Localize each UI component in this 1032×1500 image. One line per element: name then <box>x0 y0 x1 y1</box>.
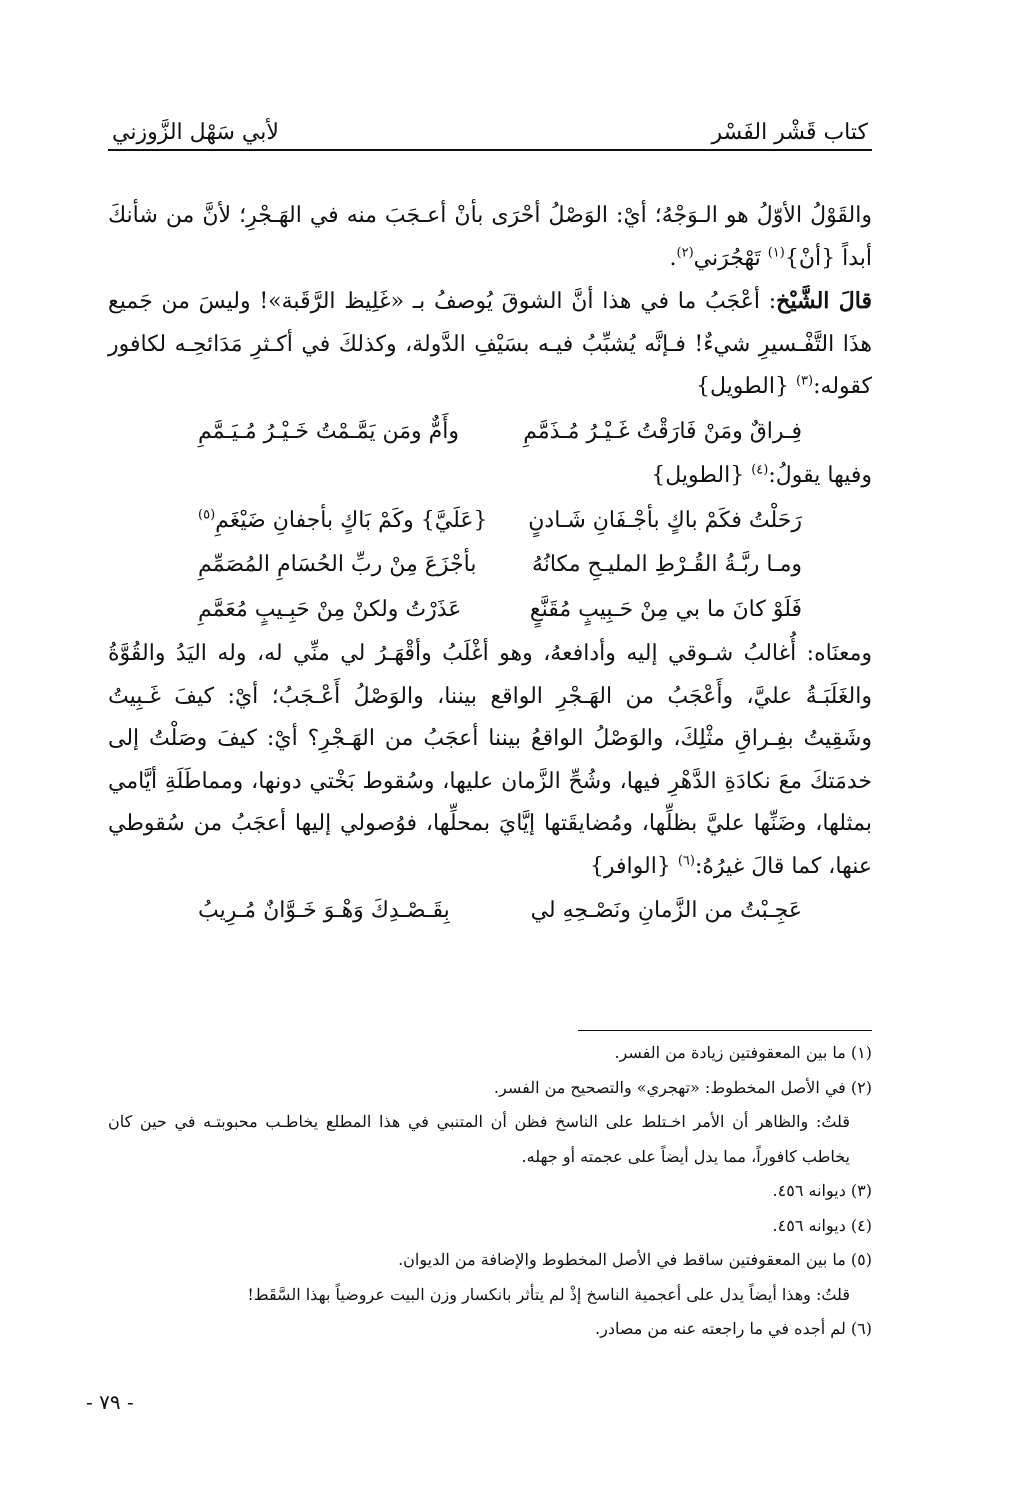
footnote-ref-5: (٥) <box>198 507 216 523</box>
verse-hemistich: فِـراقٌ ومَنْ فَارَقْتُ غَـيْـرُ مُـذَمَّمِ <box>523 418 802 444</box>
running-head <box>112 108 868 148</box>
verse-hemistich: عَذَرْتُ ولكنْ مِنْ حَبِـيبٍ مُعَمَّمِ <box>198 596 462 622</box>
meter-label: {الطويل} <box>651 463 752 488</box>
meter-label: {الوافر} <box>589 853 678 879</box>
footnote-2-note: قلتُ: والظاهر أن الأمر اخـتلط على الناسخ فظن أن المتنبي في هذا المطلع يخاطـب محبوبتـه في حين كان يخاطب كافوراً، مما يدل أيضاً على عجمته أو جهله. <box>108 1112 850 1166</box>
footnote-ref-4: (٤) <box>751 462 769 478</box>
footnote-1: (١) ما بين المعقوفتين زيادة من الفسر. <box>614 1043 872 1062</box>
main-text <box>108 195 872 935</box>
meter-label: {الطويل} <box>695 374 796 399</box>
footnote-3: (٣) ديوانه ٤٥٦. <box>772 1181 872 1200</box>
footnote-ref-6: (٦) <box>677 853 695 869</box>
footnotes <box>108 1036 872 1347</box>
verse-line-3 <box>108 544 872 587</box>
paragraph-4: ومعنَاه: أُغالبُ شـوقي إليه وأدافعهُ، وهو أغْلَبُ وأقْهَـرُ لي منِّي له، وله اليَدُ والقُوَّةُ والغَلَبَـةُ عليَّ، وأَعْجَبُ من الهَـجْرِ الواقع بيننا، والوَصْلُ أَعْـجَبُ؛ أيْ: كيفَ غَـبِيتُ وشَقِيتُ بفِـراقِ مثْلِكَ، والوَصْلُ الواقعُ بيننا أعجَبُ من الهَـجْرِ؟ أيْ: كيفَ وصَلْتُ إلى خدمَتكَ معَ نكادَةِ الدَّهْرِ فيها، وشُحِّ الزَّمان عليها، وسُقوط بَخْتي دونها، ومماطَلَةِ أيَّامي بمثلها، وضَنِّها عليَّ بظلِّها، ومُضايقَتها إيَّايَ بمحلِّها، فوُصولي إليها أعجَبُ من سُقوطي عنها، كما قالَ غيرُهُ:$^{(٦)}$ {الوافر} <box>108 641 872 879</box>
verse-line-4 <box>108 589 872 632</box>
verse-hemistich: فَلَوْ كانَ ما بي مِنْ حَـبِيبٍ مُقَنَّعٍ <box>529 596 802 622</box>
verse-hemistich: وأَمٌّ ومَن يَمَّـمْتُ خَـيْـرُ مُـيَـمَّمِ <box>198 418 460 444</box>
verse-hemistich: ومـا ربَّـةُ القُـرْطِ المليـحِ مكانُهُ <box>531 552 802 577</box>
verse-line-1 <box>108 411 872 454</box>
header-rule <box>108 149 872 151</box>
footnote-rule <box>578 1030 872 1031</box>
footnote-ref-1: (١) <box>767 245 785 261</box>
page-number: - ٧٩ - <box>86 1390 134 1414</box>
verse-line-5 <box>108 890 872 933</box>
footnote-ref-3: (٣) <box>795 373 814 389</box>
footnote-ref-2: (٢) <box>676 245 694 261</box>
verse-hemistich: {عَلَيَّ} وكَمْ بَاكٍ بأجفانِ ضَيْغَمِ$^{(٥)}$ <box>198 507 488 533</box>
footnote-2: (٢) في الأصل المخطوط: «تهجري» والتصحيح من الفسر. <box>493 1077 872 1097</box>
verse-hemistich: بأجْزَعَ مِنْ ربِّ الحُسَامِ المُصَمِّمِ <box>198 552 477 577</box>
footnote-6: (٦) لم أجده في ما راجعته عنه من مصادر. <box>595 1319 872 1338</box>
footnote-5-note: قلتُ: وهذا أيضاً يدل على أعجمية الناسخ إذْ لم يتأثر بانكسار وزن البيت عروضياً بهذا السَّقَط! <box>247 1284 850 1304</box>
paragraph-2: قالَ الشَّيْخ: أعْجَبُ ما في هذا أنَّ الشوقَ يُوصفُ بـ «غَلِيظ الرَّقَبة»! وليسَ من جَميع هذَا التَّفْـسيرِ شيءٌ! فـإنَّه يُشبِّبُ فيـه بسَيْفِ الدَّولة، وكذلكَ في أكـثرِ مَدَائحِـه لكافور كقوله:$^{(٣)}$ {الطويل} <box>108 288 872 399</box>
verse-hemistich: رَحَلْتُ فكَمْ باكٍ بأجْـفَانِ شَـادنٍ <box>528 507 802 533</box>
paragraph-1: والقَوْلُ الأوّلُ هو الـوَجْهُ؛ أيْ: الوَصْلُ أحْرَى بأنْ أعـجَبَ منه في الهَـجْرِ؛ لأنَّ من شأنكَ أبداً {أنْ}$^{(١)}$ تَهْجُرَني$^{(٢)}$. <box>108 203 872 271</box>
paragraph-3: وفيها يقولُ:$^{(٤)}$ {الطويل} <box>651 462 872 488</box>
verse-line-2 <box>108 500 872 543</box>
footnote-4: (٤) ديوانه ٤٥٦. <box>772 1215 872 1235</box>
verse-hemistich: بِقَـصْـدِكَ وَهْـوَ خَـوَّانٌ مُـرِيبُ <box>198 898 450 923</box>
author-name: لأبي سَهْل الزَّوزني <box>112 120 279 145</box>
verse-hemistich: عَجِـبْتُ من الزَّمانِ ونَصْـحِهِ لي <box>530 898 802 923</box>
footnote-5: (٥) ما بين المعقوفتين ساقط في الأصل المخطوط والإضافة من الديوان. <box>398 1250 872 1269</box>
sheikh-lead: قالَ الشَّيْخ <box>776 288 872 314</box>
book-title: كتاب قَشْر الفَسْر <box>711 120 868 145</box>
